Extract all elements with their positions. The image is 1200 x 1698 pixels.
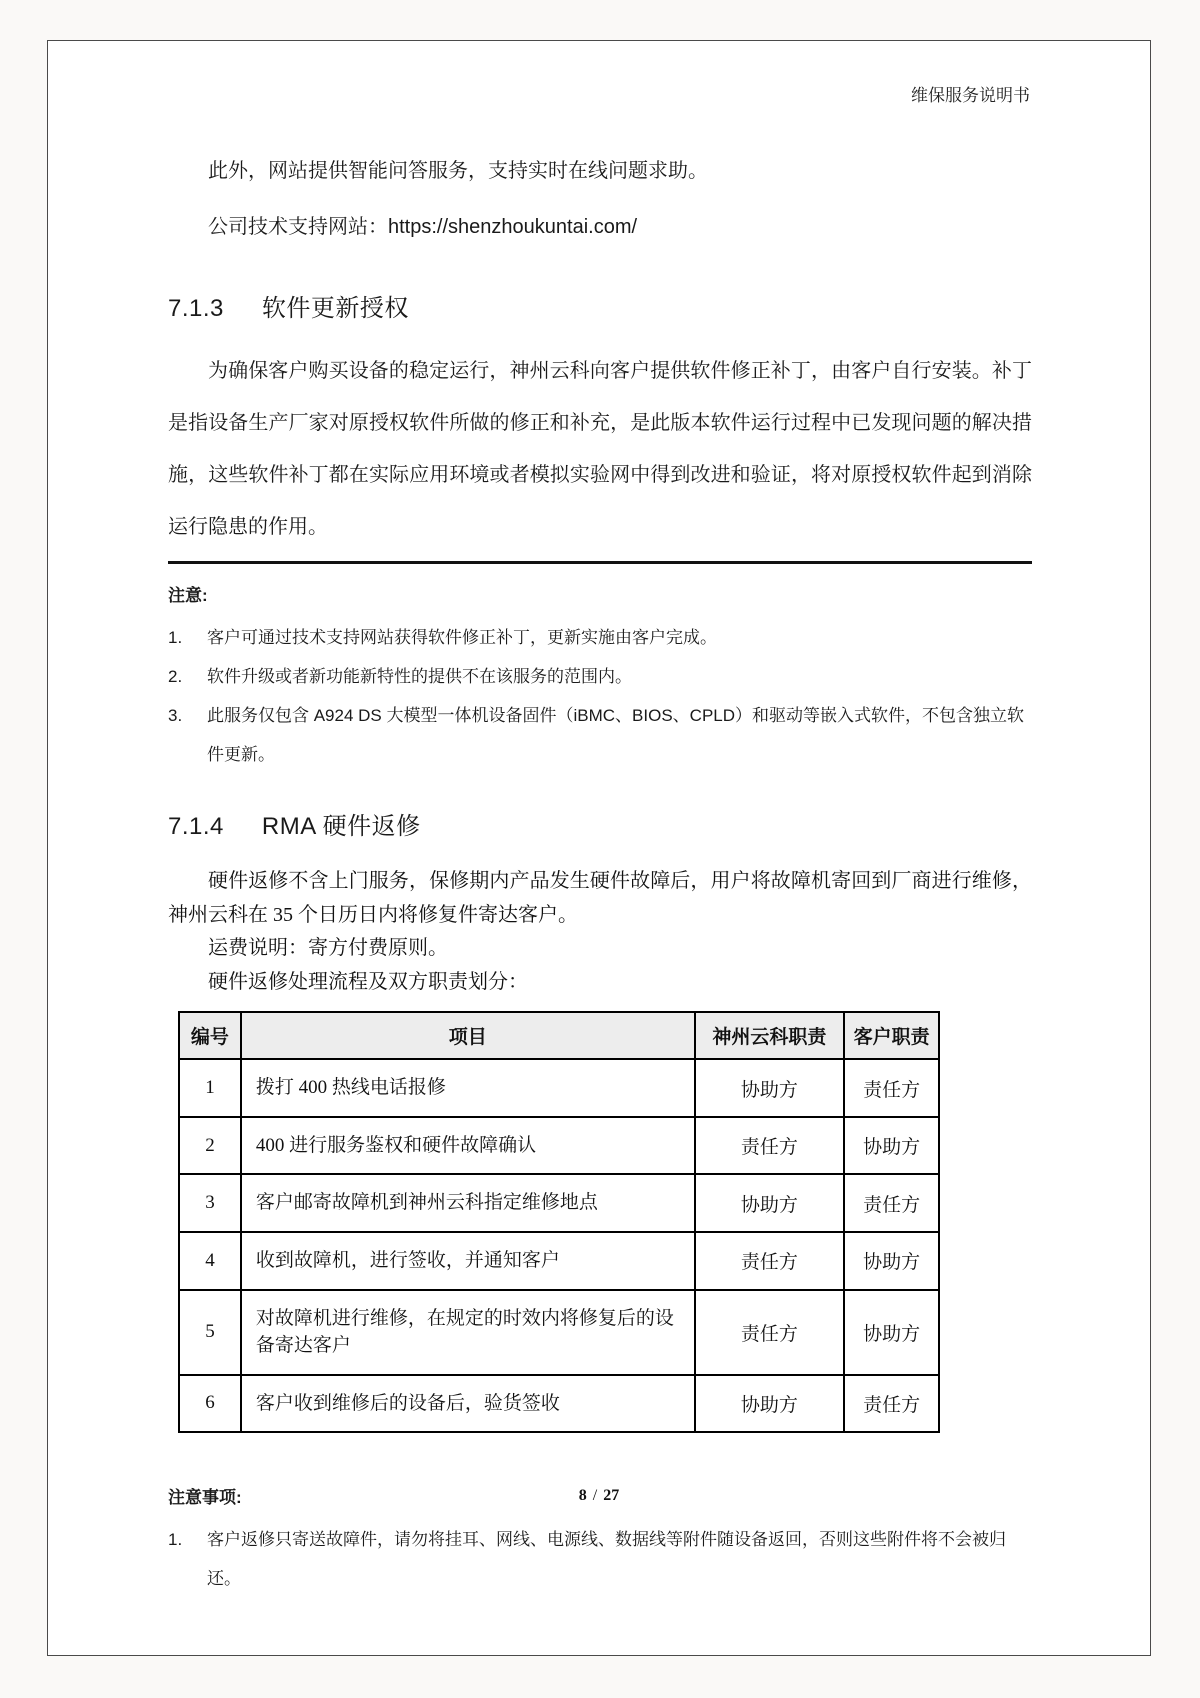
cell-number: 6 — [179, 1375, 241, 1433]
section-number: 7.1.4 — [168, 813, 224, 840]
table-row — [179, 1059, 939, 1117]
list-item-text: 软件升级或者新功能新特性的提供不在该服务的范围内。 — [207, 667, 632, 686]
cell-number: 3 — [179, 1174, 241, 1232]
list-item-number: 3. — [168, 706, 183, 725]
cell-customer-duty: 责任方 — [844, 1375, 939, 1433]
cell-customer-duty: 责任方 — [844, 1174, 939, 1232]
page-footer — [48, 1487, 1150, 1505]
list-item-text: 客户可通过技术支持网站获得软件修正补丁，更新实施由客户完成。 — [207, 628, 717, 647]
column-header-number: 编号 — [179, 1012, 241, 1059]
column-header-item: 项目 — [241, 1012, 695, 1059]
intro-paragraph-2: 公司技术支持网站：https://shenzhoukuntai.com/ — [208, 216, 638, 238]
list-item-text: 客户返修只寄送故障件，请勿将挂耳、网线、电源线、数据线等附件随设备返回，否则这些附件将不会被归还。 — [207, 1530, 1006, 1589]
cell-customer-duty: 协助方 — [844, 1290, 939, 1375]
cell-vendor-duty: 责任方 — [695, 1117, 845, 1175]
section-713-body: 为确保客户购买设备的稳定运行，神州云科向客户提供软件修正补丁，由客户自行安装。补丁是指设备生产厂家对原授权软件所做的修正和补充，是此版本软件运行过程中已发现问题的解决措施，这些软件补丁都在实际应用环境或者模拟实验网中得到改进和验证，将对原授权软件起到消除运行隐患的作用。 — [168, 360, 1032, 538]
cell-number: 2 — [179, 1117, 241, 1175]
cell-vendor-duty: 协助方 — [695, 1375, 845, 1433]
list-item — [168, 1520, 1032, 1598]
page-number: 8 — [578, 1487, 587, 1504]
list-item — [168, 618, 1032, 657]
notice-label: 注意事项: — [168, 1488, 242, 1508]
cell-customer-duty: 责任方 — [844, 1059, 939, 1117]
notice-list — [168, 1520, 1032, 1598]
cell-vendor-duty: 协助方 — [695, 1059, 845, 1117]
list-item — [168, 696, 1032, 774]
list-item-text: 此服务仅包含 A924 DS 大模型一体机设备固件（iBMC、BIOS、CPLD）和驱动等嵌入式软件，不包含独立软件更新。 — [207, 706, 1025, 764]
note-label: 注意: — [168, 586, 208, 605]
column-header-vendor-duty: 神州云科职责 — [695, 1012, 845, 1059]
cell-customer-duty: 协助方 — [844, 1117, 939, 1175]
cell-item: 对故障机进行维修，在规定的时效内将修复后的设备寄达客户 — [241, 1290, 695, 1375]
cell-item: 收到故障机，进行签收，并通知客户 — [241, 1232, 695, 1290]
list-item-number: 1. — [168, 628, 183, 647]
section-number: 7.1.3 — [168, 295, 224, 322]
cell-item: 客户邮寄故障机到神州云科指定维修地点 — [241, 1174, 695, 1232]
table-row — [179, 1174, 939, 1232]
cell-vendor-duty: 责任方 — [695, 1290, 845, 1375]
table-row — [179, 1290, 939, 1375]
note-list — [168, 618, 1032, 774]
cell-item: 拨打 400 热线电话报修 — [241, 1059, 695, 1117]
section-title: RMA 硬件返修 — [261, 813, 421, 840]
document-page — [47, 40, 1151, 1656]
list-item-number: 1. — [168, 1530, 183, 1550]
cell-vendor-duty: 协助方 — [695, 1174, 845, 1232]
rma-process-table — [178, 1011, 940, 1433]
cell-item: 400 进行服务鉴权和硬件故障确认 — [241, 1117, 695, 1175]
section-title: 软件更新授权 — [261, 295, 409, 322]
section-714-paragraph-3: 硬件返修处理流程及双方职责划分： — [208, 970, 528, 993]
column-header-customer-duty: 客户职责 — [844, 1012, 939, 1059]
section-heading-714 — [168, 806, 1032, 841]
cell-vendor-duty: 责任方 — [695, 1232, 845, 1290]
page-number-separator: / — [592, 1487, 598, 1504]
page-content — [48, 106, 1150, 1598]
total-pages: 27 — [603, 1487, 620, 1504]
cell-item: 客户收到维修后的设备后，验货签收 — [241, 1375, 695, 1433]
divider-rule — [168, 561, 1032, 564]
table-row — [179, 1117, 939, 1175]
cell-customer-duty: 协助方 — [844, 1232, 939, 1290]
section-714-paragraph-1: 硬件返修不含上门服务，保修期内产品发生硬件故障后，用户将故障机寄回到厂商进行维修，神州云科在 35 个日历日内将修复件寄达客户。 — [168, 870, 1032, 926]
cell-number: 4 — [179, 1232, 241, 1290]
section-714-paragraph-2: 运费说明：寄方付费原则。 — [208, 937, 448, 960]
intro-paragraph-1: 此外，网站提供智能问答服务，支持实时在线问题求助。 — [208, 160, 708, 182]
list-item — [168, 657, 1032, 696]
list-item-number: 2. — [168, 667, 183, 686]
page-header — [48, 41, 1150, 106]
table-row — [179, 1375, 939, 1433]
cell-number: 5 — [179, 1290, 241, 1375]
table-row — [179, 1232, 939, 1290]
doc-title: 维保服务说明书 — [911, 86, 1030, 105]
cell-number: 1 — [179, 1059, 241, 1117]
section-heading-713 — [168, 288, 1032, 323]
table-header-row — [179, 1012, 939, 1059]
